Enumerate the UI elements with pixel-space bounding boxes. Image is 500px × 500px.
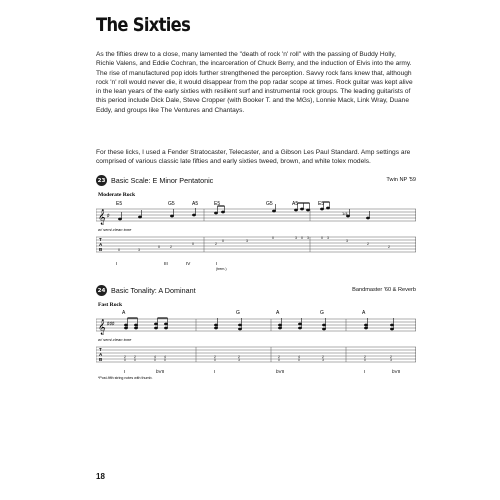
- svg-text:B: B: [99, 357, 103, 362]
- chord-label: G: [236, 310, 240, 316]
- roman-numeral: IV: [186, 261, 191, 266]
- tempo-marking: Moderate Rock: [98, 192, 136, 198]
- roman-numeral: bVII: [276, 369, 285, 374]
- staff-notes: [124, 318, 393, 330]
- example-title: Basic Tonality: A Dominant: [111, 286, 196, 295]
- svg-text:2: 2: [170, 245, 172, 249]
- chord-label: A: [362, 310, 366, 316]
- chord-label: G: [320, 310, 324, 316]
- svg-text:4: 4: [164, 355, 166, 359]
- staff-notes: [118, 202, 369, 220]
- treble-clef-icon: 𝄞: [98, 320, 106, 335]
- roman-numeral: bVII: [156, 369, 165, 374]
- svg-text:A: A: [99, 242, 103, 247]
- roman-numeral: I: [364, 369, 366, 374]
- svg-text:0: 0: [301, 236, 303, 240]
- svg-text:T: T: [99, 347, 102, 352]
- svg-text:2: 2: [390, 355, 392, 359]
- chord-label: A5: [292, 201, 299, 207]
- roman-numeral: III: [164, 261, 168, 266]
- example-title: Basic Scale: E Minor Pentatonic: [111, 176, 214, 185]
- example-number-badge: 23: [96, 175, 107, 186]
- svg-text:0: 0: [214, 358, 216, 362]
- svg-text:0: 0: [272, 236, 274, 240]
- svg-text:0: 0: [298, 358, 300, 362]
- svg-text:3: 3: [295, 236, 297, 240]
- svg-text:2: 2: [322, 355, 324, 359]
- svg-text:0: 0: [118, 248, 120, 252]
- chord-label: E5: [318, 201, 325, 207]
- roman-numeral: I: [116, 261, 118, 266]
- svg-text:2: 2: [388, 245, 390, 249]
- treble-clef-icon: 𝄞: [98, 210, 106, 225]
- example-header-23: [96, 175, 416, 185]
- svg-text:2: 2: [124, 355, 126, 359]
- performance-note: w/ semi-clean tone: [98, 227, 132, 232]
- performance-note: w/ semi-clean tone: [98, 337, 132, 342]
- svg-text:2: 2: [214, 355, 216, 359]
- svg-text:2: 2: [364, 355, 366, 359]
- notation-example-23: [96, 189, 416, 281]
- roman-numeral: I: [214, 369, 216, 374]
- chord-label: A5: [192, 201, 199, 207]
- sharp-icon: ♯♯♯: [107, 321, 115, 327]
- svg-text:A: A: [99, 352, 103, 357]
- tempo-marking: Fast Rock: [98, 302, 123, 308]
- svg-text:T: T: [99, 237, 102, 242]
- svg-text:2: 2: [215, 242, 217, 246]
- svg-text:0: 0: [192, 242, 194, 246]
- svg-text:0: 0: [321, 236, 323, 240]
- svg-text:3: 3: [246, 239, 248, 243]
- music-staff: [96, 319, 416, 331]
- svg-text:3: 3: [238, 358, 240, 362]
- example-tone: Twin NP '59: [386, 177, 416, 183]
- sharp-icon: ♯: [107, 213, 110, 219]
- svg-text:3: 3: [138, 248, 140, 252]
- tab-staff: [96, 347, 416, 362]
- svg-text:3: 3: [327, 236, 329, 240]
- chord-label: E5: [116, 201, 123, 207]
- bend-marking: 1/4: [342, 211, 348, 216]
- svg-text:4: 4: [298, 355, 300, 359]
- page-title: The Sixties: [96, 14, 191, 36]
- svg-text:2: 2: [238, 355, 240, 359]
- svg-text:0: 0: [154, 358, 156, 362]
- chord-label: G5: [266, 201, 273, 207]
- chord-label: G5: [168, 201, 175, 207]
- tab-clef: [99, 237, 103, 252]
- svg-text:3: 3: [322, 358, 324, 362]
- svg-text:0: 0: [158, 245, 160, 249]
- svg-text:0: 0: [124, 358, 126, 362]
- svg-text:0: 0: [222, 239, 224, 243]
- svg-text:3: 3: [390, 358, 392, 362]
- svg-text:2: 2: [134, 355, 136, 359]
- example-number-badge: 24: [96, 285, 107, 296]
- svg-text:0: 0: [364, 358, 366, 362]
- svg-text:0: 0: [278, 358, 280, 362]
- example-tone: Bandmaster '60 & Reverb: [352, 287, 416, 293]
- gear-paragraph: For these licks, I used a Fender Stratocaster, Telecaster, and a Gibson Les Paul Standard. Amp settings are comprised of various classic late fifties and early sixties tweed, brown, and white tolex models.: [96, 149, 411, 166]
- roman-numeral: I: [124, 369, 126, 374]
- svg-text:B: B: [99, 247, 103, 252]
- footnote: *Post-fifth string notes with thumb.: [98, 376, 153, 380]
- chord-label: A: [122, 310, 126, 316]
- example-header-24: [96, 285, 416, 295]
- page-number: 18: [96, 472, 105, 481]
- tab-numbers: [118, 236, 390, 252]
- svg-text:3: 3: [307, 236, 309, 240]
- svg-text:4: 4: [154, 355, 156, 359]
- roman-numeral: I: [216, 261, 218, 266]
- notation-example-24: [96, 299, 416, 391]
- svg-text:2: 2: [367, 242, 369, 246]
- tremolo-note: (trem.): [216, 267, 227, 271]
- chord-label: A: [276, 310, 280, 316]
- tab-clef: [99, 347, 103, 362]
- svg-text:0: 0: [134, 358, 136, 362]
- svg-text:0: 0: [164, 358, 166, 362]
- svg-text:2: 2: [278, 355, 280, 359]
- svg-text:3: 3: [346, 239, 348, 243]
- roman-numeral: bVII: [392, 369, 401, 374]
- chord-label: E5: [214, 201, 221, 207]
- intro-paragraph: As the fifties drew to a close, many lamented the "death of rock 'n' roll" with the passing of Buddy Holly, Richie Valens, and Eddie Cochran, the incarceration of Chuck Berry, and the induction of Elvis into the army. The rise of manufactured pop idols further strengthened the perception. Savvy rock fans knew that, although rock 'n' roll would never die, it would disappear from the pop radar scope at times. Rock guitar was kept alive in the lean years of the early sixties with resilient surf and instrumental rock groups. The leading guitarists of this period include Dick Dale, Steve Cropper (with Booker T. and the MGs), Lonnie Mack, Link Wray, Duane Eddy, and groups like The Ventures and Chantays.: [96, 51, 413, 114]
